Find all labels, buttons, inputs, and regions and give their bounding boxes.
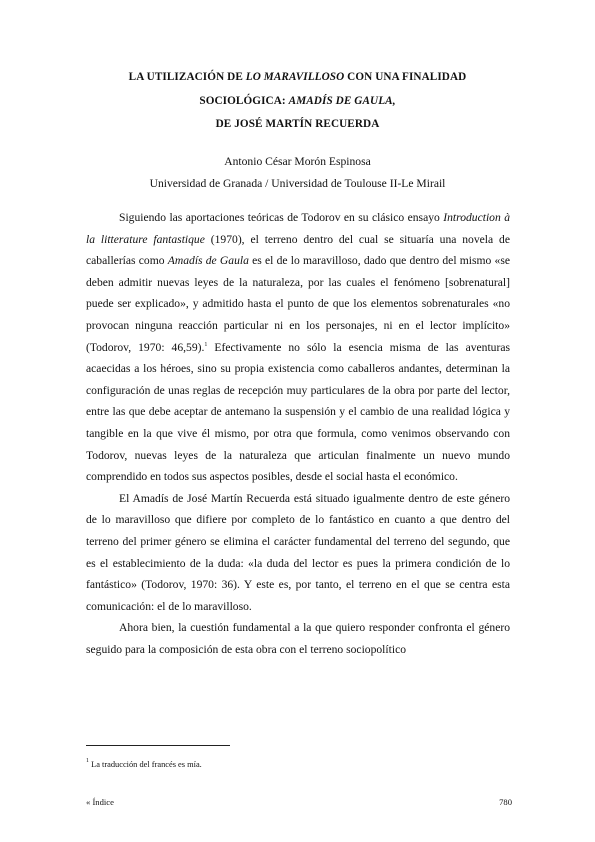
- work-title-italic: Amadís de Gaula: [167, 254, 249, 268]
- title-line-3: DE JOSÉ MARTÍN RECUERDA: [215, 118, 380, 130]
- paragraph-3: Ahora bien, la cuestión fundamental a la que quiero responder confronta el género seguido para la composición de esta obra con el terreno sociopolítico: [86, 621, 510, 656]
- book-title-italic: Introduction à la litterature fantastique: [86, 211, 510, 246]
- title-text: SOCIOLÓGICA:: [199, 95, 289, 107]
- paragraph-text: Efectivamente no sólo la esencia misma de las aventuras acaecidas a los héroes, sino su propia existencia como caballeros andantes, determinan la configuración de unas reglas de recepción muy particulares de la obra por parte del lector, entre las que debe aceptar de antemano la suspensión y el cambio de una realidad lógica y tangible en la que vive él mismo, por otra que formula, como venimos observando con Todorov, nuevas leyes de la naturaleza que articulan finalmente un nuevo mundo comprendido en todos sus aspectos posibles, desde el social hasta el económico.: [86, 340, 510, 484]
- paragraph-1: [86, 207, 510, 488]
- title-italic-text: LO MARAVILLOSO: [245, 71, 345, 83]
- title-line-1: [0, 71, 595, 83]
- title-line-2: [0, 95, 595, 107]
- title-italic-text: AMADÍS DE GAULA,: [288, 95, 396, 107]
- footer-index: [86, 797, 114, 807]
- footnote-text: La traducción del francés es mía.: [89, 760, 202, 769]
- paragraph-text: es el de lo maravilloso, dado que dentro del mismo «se deben admitir nuevas leyes de la naturaleza, por las cuales el fenómeno [sobrenatural] puede ser explicado», y admitido hasta el punto de que los elementos sobrenaturales «no provocan ninguna reacción particular ni en los personajes, ni en el lector implícito» (Todorov, 1970: 46,59).: [86, 254, 510, 354]
- author-affiliation: Universidad de Granada / Universidad de Toulouse II-Le Mirail: [149, 177, 446, 190]
- page-number: 780: [499, 797, 512, 807]
- paragraph-text: (1970), el terreno dentro del cual se situaría una novela de caballerías como: [86, 232, 510, 268]
- body-text: [86, 207, 510, 660]
- index-link[interactable]: « Índice: [86, 797, 114, 807]
- footnote-divider: [86, 745, 230, 746]
- paragraph-2: El Amadís de José Martín Recuerda está situado igualmente dentro de este género de lo maravilloso que difiere por completo de lo fantástico en cuanto a que dentro del terreno del primer género se elimina el carácter fundamental del terreno del segundo, que es el establecimiento de la duda: «la duda del lector es pues la primera condición de lo fantástico» (Todorov, 1970: 36). Y este es, por tanto, el terreno en el que se centra esta comunicación: el de lo maravilloso.: [86, 491, 510, 613]
- footnote: [86, 760, 202, 769]
- paragraph-text: Siguiendo las aportaciones teóricas de Todorov en su clásico ensayo: [119, 211, 444, 224]
- footnote-reference[interactable]: 1: [204, 341, 208, 348]
- title-text: CON UNA FINALIDAD: [344, 71, 467, 83]
- title-text: LA UTILIZACIÓN DE: [128, 71, 246, 83]
- footnote-number: 1: [86, 758, 89, 764]
- author-name: Antonio César Morón Espinosa: [224, 155, 371, 168]
